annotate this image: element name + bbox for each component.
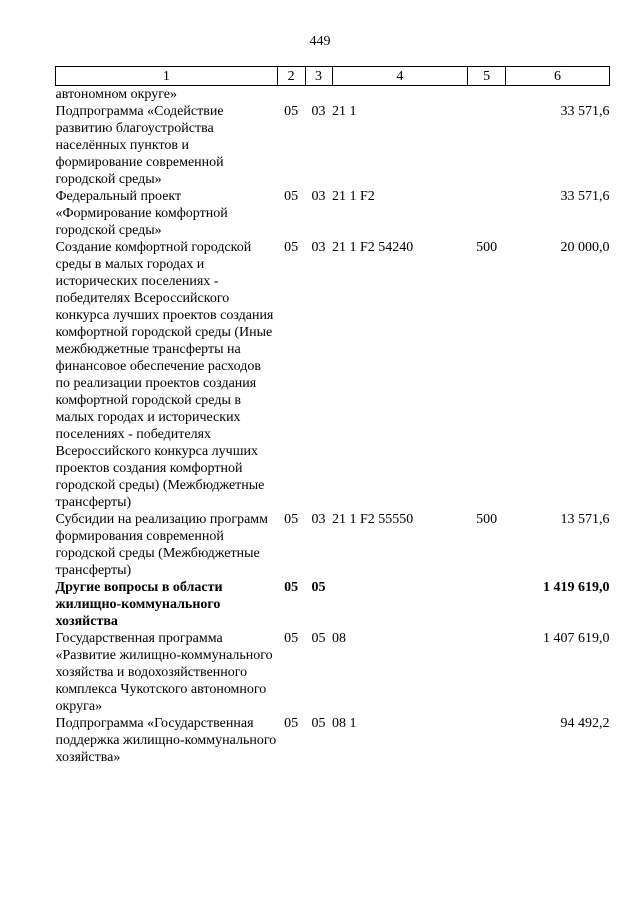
row-target-article-cell xyxy=(332,86,468,104)
row-section-cell: 05 xyxy=(284,512,299,527)
header-col-amount: 6 xyxy=(506,67,610,86)
row-section-cell xyxy=(277,86,305,104)
row-subsection-cell: 05 xyxy=(311,631,326,646)
header-col-expense-type: 5 xyxy=(468,67,506,86)
row-amount-cell: 94 492,2 xyxy=(560,716,610,731)
row-name-cell: Подпрограмма «Содействие развитию благоустройства населённых пунктов и формирование современной городской среды» xyxy=(55,104,224,187)
row-target-article-cell: 21 1 F2 55550 xyxy=(332,512,414,527)
row-section-cell: 05 xyxy=(284,580,299,595)
header-row xyxy=(56,67,610,86)
row-expense-type-cell xyxy=(468,715,506,766)
row-expense-type-cell: 500 xyxy=(476,512,498,527)
row-subsection-cell: 03 xyxy=(311,240,326,255)
table-body xyxy=(56,86,610,767)
row-subsection-cell: 03 xyxy=(311,189,326,204)
row-section-cell: 05 xyxy=(284,104,299,119)
row-subsection-cell: 03 xyxy=(311,512,326,527)
page-number: 449 xyxy=(309,34,331,49)
row-amount-cell: 33 571,6 xyxy=(560,189,610,204)
row-target-article-cell: 21 1 F2 54240 xyxy=(332,240,414,255)
header-col-subsection: 3 xyxy=(305,67,332,86)
row-amount-cell: 20 000,0 xyxy=(560,240,610,255)
row-name-cell: Другие вопросы в области жилищно-коммунального хозяйства xyxy=(55,580,223,629)
header-col-name: 1 xyxy=(56,67,278,86)
row-subsection-cell: 05 xyxy=(311,716,326,731)
row-target-article-cell: 08 1 xyxy=(332,716,357,731)
row-section-cell: 05 xyxy=(284,189,299,204)
row-target-article-cell: 21 1 F2 xyxy=(332,189,375,204)
table-row xyxy=(56,630,610,715)
table-row xyxy=(56,579,610,630)
row-section-cell: 05 xyxy=(284,631,299,646)
row-target-article-cell xyxy=(332,579,468,630)
row-amount-cell: 1 419 619,0 xyxy=(543,580,610,595)
table-row xyxy=(56,511,610,579)
row-amount-cell: 33 571,6 xyxy=(560,104,610,119)
table-row xyxy=(56,86,610,104)
table-row xyxy=(56,188,610,239)
row-section-cell: 05 xyxy=(284,716,299,731)
row-name-cell: Государственная программа «Развитие жилищно-коммунального хозяйства и водохозяйственного комплекса Чукотского автономного округа» xyxy=(55,631,273,714)
header-col-target-article: 4 xyxy=(332,67,468,86)
row-expense-type-cell xyxy=(468,630,506,715)
table-row xyxy=(56,715,610,766)
row-amount-cell: 13 571,6 xyxy=(560,512,610,527)
row-amount-cell: 1 407 619,0 xyxy=(543,631,610,646)
row-target-article-cell: 21 1 xyxy=(332,104,357,119)
row-expense-type-cell: 500 xyxy=(476,240,498,255)
row-expense-type-cell xyxy=(468,188,506,239)
row-expense-type-cell xyxy=(468,103,506,188)
table-row xyxy=(56,239,610,511)
row-expense-type-cell xyxy=(468,86,506,104)
row-expense-type-cell xyxy=(468,579,506,630)
row-name-cell: Субсидии на реализацию программ формирования современной городской среды (Межбюджетные трансферты) xyxy=(55,512,269,578)
header-col-section: 2 xyxy=(277,67,305,86)
row-name-cell: Федеральный проект «Формирование комфортной городской среды» xyxy=(55,189,228,238)
table-row xyxy=(56,103,610,188)
row-section-cell: 05 xyxy=(284,240,299,255)
row-amount-cell xyxy=(506,86,610,104)
row-name-cell: Создание комфортной городской среды в малых городах и исторических поселениях - победителях Всероссийского конкурса лучших проектов создания комфортной городской среды (Иные межбюджетные трансферты на финансовое обеспечение расходов по реализации проектов создания комфортной городской среды в малых городах и исторических поселениях - победителях Всероссийского конкурса лучших проектов создания комфортной городской среды) (Межбюджетные трансферты) xyxy=(55,240,274,510)
row-target-article-cell: 08 xyxy=(332,631,347,646)
row-subsection-cell: 05 xyxy=(311,580,326,595)
row-subsection-cell xyxy=(305,86,332,104)
row-name-cell: автономном округе» xyxy=(55,87,177,102)
row-subsection-cell: 03 xyxy=(311,104,326,119)
budget-table xyxy=(55,66,610,766)
row-name-cell: Подпрограмма «Государственная поддержка жилищно-коммунального хозяйства» xyxy=(55,716,277,765)
